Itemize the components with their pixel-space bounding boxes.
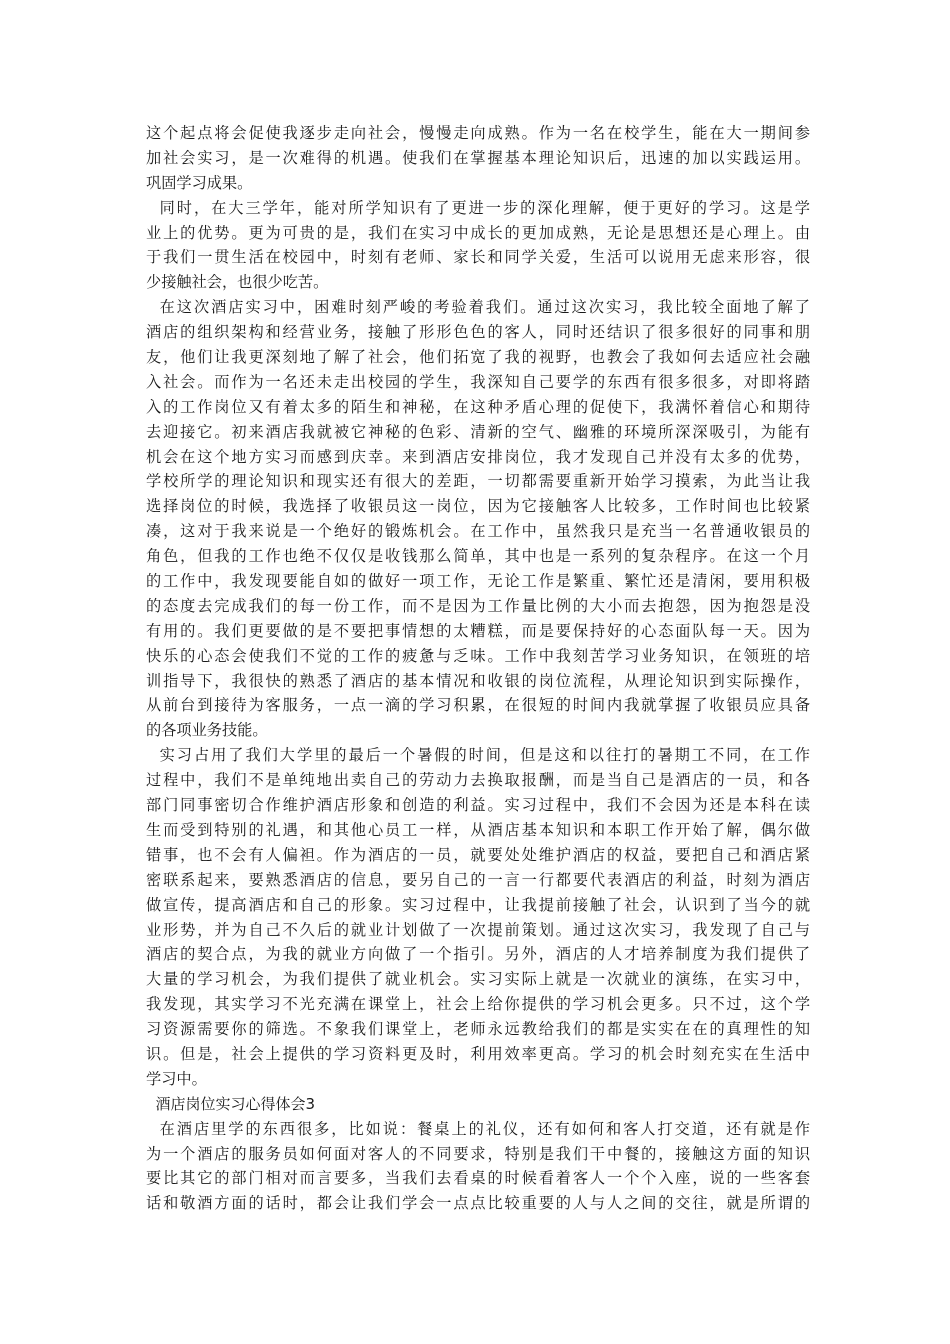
text-line: 学校所学的理论知识和现实还有很大的差距，一切都需要重新开始学习摸索，为此当让我 bbox=[146, 472, 810, 491]
text-line: 的工作中，我发现要能自如的做好一项工作，无论工作是繁重、繁忙还是清闲，要用积极 bbox=[146, 572, 810, 591]
text-line: 入社会。而作为一名还未走出校园的学生，我深知自己要学的东西有很多很多，对即将踏 bbox=[146, 372, 810, 391]
text-line: 错事，也不会有人偏袒。作为酒店的一员，就要处处维护酒店的权益，要把自己和酒店紧 bbox=[146, 845, 810, 864]
text-line: 凑，这对于我来说是一个绝好的锻炼机会。在工作中，虽然我只是充当一名普通收银员的 bbox=[146, 522, 810, 541]
text-line: 大量的学习机会，为我们提供了就业机会。实习实际上就是一次就业的演练，在实习中， bbox=[146, 970, 810, 989]
text-line: 识。但是，社会上提供的学习资料更及时，利用效率更高。学习的机会时刻充实在生活中 bbox=[146, 1044, 810, 1063]
text-line: 友，他们让我更深刻地了解了社会，他们拓宽了我的视野，也教会了我如何去适应社会融 bbox=[146, 348, 810, 367]
text-line: 我发现，其实学习不光充满在课堂上，社会上给你提供的学习机会更多。只不过，这个学 bbox=[146, 995, 810, 1014]
paragraph bbox=[146, 121, 810, 196]
text-line: 做宣传，提高酒店和自己的形象。实习过程中，让我提前接触了社会，认识到了当今的就 bbox=[146, 895, 810, 914]
text-line: 密联系起来，要熟悉酒店的信息，要另自己的一言一行都要代表酒店的利益，时刻为酒店 bbox=[146, 870, 810, 889]
text-line: 从前台到接待为客服务，一点一滴的学习积累，在很短的时间内我就掌握了收银员应具备 bbox=[146, 696, 810, 715]
text-line: 加社会实习，是一次难得的机遇。使我们在掌握基本理论知识后，迅速的加以实践运用。 bbox=[146, 148, 810, 167]
text-line: 角色，但我的工作也绝不仅仅是收钱那么简单，其中也是一系列的复杂程序。在这一个月 bbox=[146, 547, 810, 566]
text-line: 部门同事密切合作维护酒店形象和创造的利益。实习过程中，我们不会因为还是本科在读 bbox=[146, 796, 810, 815]
text-line: 习资源需要你的筛选。不象我们课堂上，老师永远教给我们的都是实实在在的真理性的知 bbox=[146, 1020, 810, 1039]
text-line: 业形势，并为自己不久后的就业计划做了一次提前策划。通过这次实习，我发现了自己与 bbox=[146, 920, 810, 939]
text-line: 在酒店里学的东西很多，比如说：餐桌上的礼仪，还有如何和客人打交道，还有就是作 bbox=[146, 1119, 810, 1138]
text-line: 选择岗位的时候，我选择了收银员这一岗位，因为它接触客人比较多，工作时间也比较紧 bbox=[146, 497, 810, 516]
text-line: 训指导下，我很快的熟悉了酒店的基本情况和收银的岗位流程，从理论知识到实际操作， bbox=[146, 671, 810, 690]
document-page bbox=[146, 121, 810, 1216]
section-heading bbox=[146, 1092, 810, 1117]
text-line: 巩固学习成果。 bbox=[146, 173, 253, 192]
text-line: 过程中，我们不是单纯地出卖自己的劳动力去换取报酬，而是当自己是酒店的一员，和各 bbox=[146, 771, 810, 790]
paragraph bbox=[146, 1117, 810, 1217]
text-line: 少接触社会，也很少吃苦。 bbox=[146, 273, 329, 292]
text-line: 酒店的契合点，为我的就业方向做了一个指引。另外，酒店的人才培养制度为我们提供了 bbox=[146, 945, 810, 964]
text-line: 酒店的组织架构和经营业务，接触了形形色色的客人，同时还结识了很多很好的同事和朋 bbox=[146, 323, 810, 342]
text-line: 学习中。 bbox=[146, 1069, 207, 1088]
paragraph bbox=[146, 743, 810, 1091]
heading-text: 酒店岗位实习心得体会3 bbox=[146, 1094, 316, 1113]
text-line: 话和敬酒方面的话时，都会让我们学会一点点比较重要的人与人之间的交往，就是所谓的 bbox=[146, 1194, 810, 1213]
text-line: 同时，在大三学年，能对所学知识有了更进一步的深化理解，便于更好的学习。这是学 bbox=[146, 198, 810, 217]
text-line: 业上的优势。更为可贵的是，我们在实习中成长的更加成熟，无论是思想还是心理上。由 bbox=[146, 223, 810, 242]
text-line: 为一个酒店的服务员如何面对客人的不同要求，特别是我们干中餐的，接触这方面的知识 bbox=[146, 1144, 810, 1163]
text-line: 有用的。我们更要做的是不要把事情想的太糟糕，而是要保持好的心态面队每一天。因为 bbox=[146, 621, 810, 640]
paragraph bbox=[146, 196, 810, 296]
text-line: 机会在这个地方实习而感到庆幸。来到酒店安排岗位，我才发现自己并没有太多的优势， bbox=[146, 447, 810, 466]
text-line: 于我们一贯生活在校园中，时刻有老师、家长和同学关爱，生活可以说用无虑来形容，很 bbox=[146, 248, 810, 267]
paragraph bbox=[146, 295, 810, 743]
text-line: 入的工作岗位又有着太多的陌生和神秘，在这种矛盾心理的促使下，我满怀着信心和期待 bbox=[146, 397, 810, 416]
text-line: 在这次酒店实习中，困难时刻严峻的考验着我们。通过这次实习，我比较全面地了解了 bbox=[146, 298, 810, 317]
text-line: 这个起点将会促使我逐步走向社会，慢慢走向成熟。作为一名在校学生，能在大一期间参 bbox=[146, 124, 810, 142]
text-line: 生而受到特别的礼遇，和其他心员工一样，从酒店基本知识和本职工作开始了解，偶尔做 bbox=[146, 820, 810, 839]
text-line: 去迎接它。初来酒店我就被它神秘的色彩、清新的空气、幽雅的环境所深深吸引，为能有 bbox=[146, 422, 810, 441]
text-line: 实习占用了我们大学里的最后一个暑假的时间，但是这和以往打的暑期工不同，在工作 bbox=[146, 746, 810, 765]
text-line: 的态度去完成我们的每一份工作，而不是因为工作量比例的大小而去抱怨，因为抱怨是没 bbox=[146, 596, 810, 615]
text-line: 要比其它的部门相对而言要多，当我们去看桌的时候看着客人一个个入座，说的一些客套 bbox=[146, 1169, 810, 1188]
text-line: 的各项业务技能。 bbox=[146, 721, 268, 740]
text-line: 快乐的心态会使我们不觉的工作的疲惫与乏味。工作中我刻苦学习业务知识，在领班的培 bbox=[146, 646, 810, 665]
